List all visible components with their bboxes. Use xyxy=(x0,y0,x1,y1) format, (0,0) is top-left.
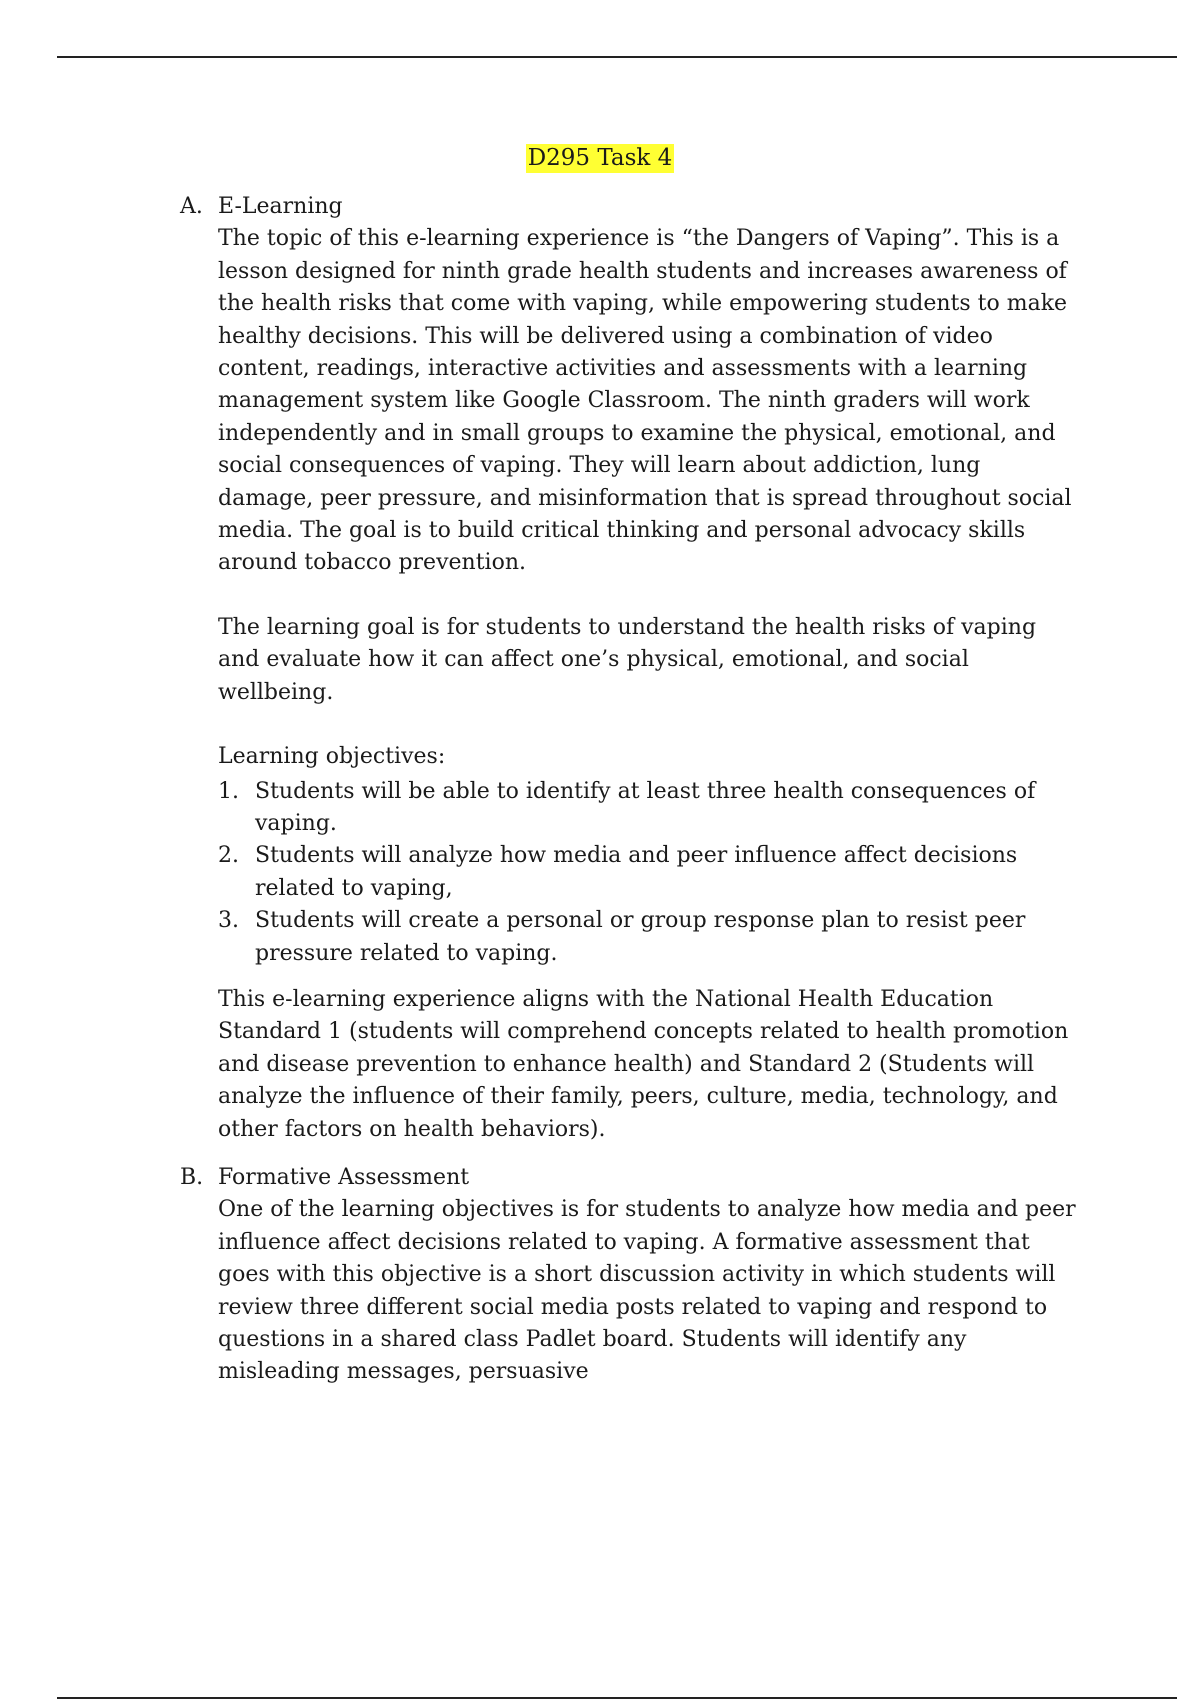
section-a-letter: A. xyxy=(180,194,203,219)
title-wrap xyxy=(0,144,1200,173)
section-a-paragraph-3: This e-learning experience aligns with the National Health Education Standard 1 (students will comprehend concepts related to health promotion and disease prevention to enhance health) and Standard 2 (Students will analyze the influence of their family, peers, culture, media, technology, and other factors on health behaviors). xyxy=(218,986,1069,1142)
objective-item xyxy=(218,776,1080,841)
objective-number: 1. xyxy=(218,778,239,804)
objective-number: 2. xyxy=(218,843,239,869)
section-a-body xyxy=(180,223,1080,1146)
objective-item xyxy=(218,905,1080,970)
objective-number: 3. xyxy=(218,908,239,934)
document-body xyxy=(180,191,1080,1389)
objective-text: Students will create a personal or group response plan to resist peer pressure related to vaping. xyxy=(255,908,1026,966)
section-a-paragraph-2: The learning goal is for students to understand the health risks of vaping and evaluate how it can affect one’s physical, emotional, and social wellbeing. xyxy=(218,614,1037,705)
section-a-title: E-Learning xyxy=(218,194,343,219)
section-a-heading xyxy=(180,191,1080,223)
section-b-title: Formative Assessment xyxy=(218,1164,470,1190)
section-b-letter: B. xyxy=(180,1164,204,1190)
objectives-label: Learning objectives: xyxy=(218,744,446,770)
document-title: D295 Task 4 xyxy=(527,145,673,171)
section-b-heading xyxy=(180,1162,1080,1194)
objective-text: Students will analyze how media and peer influence affect decisions related to vaping, xyxy=(255,843,1018,901)
objective-item xyxy=(218,840,1080,905)
section-a-paragraph-1: The topic of this e-learning experience is “the Dangers of Vaping”. This is a lesson designed for ninth grade health students and increases awareness of the health risks that come with vaping, while empowering students to make healthy decisions. This will be delivered using a combination of video content, readings, interactive activities and assessments with a learning management system like Google Classroom. The ninth graders will work independently and in small groups to examine the physical, emotional, and social consequences of vaping. They will learn about addiction, lung damage, peer pressure, and misinformation that is spread throughout social media. The goal is to build critical thinking and personal advocacy skills around tobacco prevention. xyxy=(218,226,1072,576)
section-b-body xyxy=(180,1194,1080,1388)
section-b-paragraph-1: One of the learning objectives is for students to analyze how media and peer influence affect decisions related to vaping. A formative assessment that goes with this objective is a short discussion activity in which students will review three different social media posts related to vaping and respond to questions in a shared class Padlet board. Students will identify any misleading messages, persuasive xyxy=(218,1197,1076,1385)
bottom-rule xyxy=(57,1697,1177,1699)
objective-text: Students will be able to identify at least three health consequences of vaping. xyxy=(255,778,1036,836)
objectives-list xyxy=(218,776,1080,970)
top-rule xyxy=(57,56,1177,58)
